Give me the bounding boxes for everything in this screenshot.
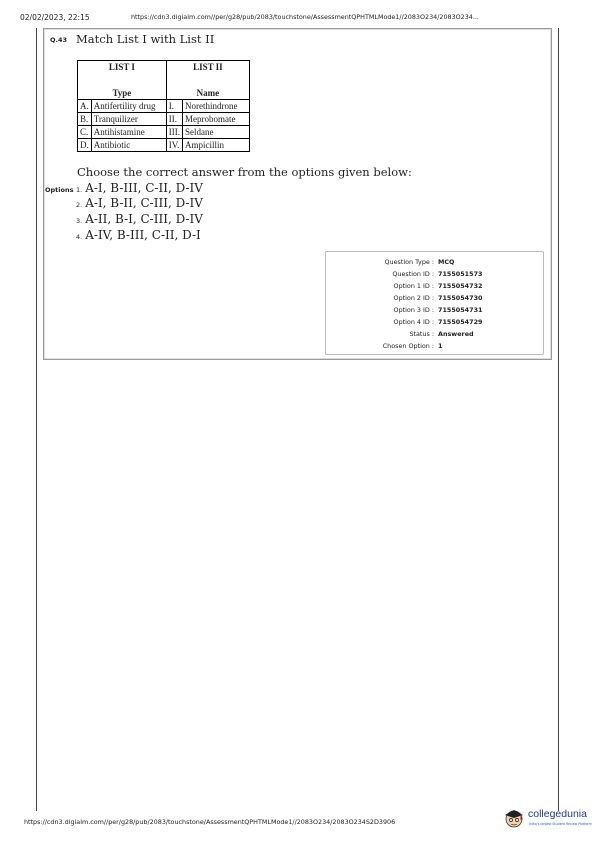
list1-item: Antibiotic xyxy=(91,139,166,152)
list2-item: Ampicillin xyxy=(183,139,250,152)
meta-value: Answered xyxy=(438,330,474,338)
list1-key: D. xyxy=(78,139,92,152)
list1-key: B. xyxy=(78,113,92,126)
col2-subheader: Name xyxy=(166,75,249,100)
collegedunia-logo xyxy=(502,806,592,830)
list2-item: Seldane xyxy=(183,126,250,139)
options-label: Options xyxy=(45,186,74,194)
logo-tagline: India's largest Student Review Platform xyxy=(529,822,592,826)
meta-row xyxy=(326,294,545,305)
list1-key: A. xyxy=(78,100,92,113)
meta-label: Question ID : xyxy=(392,270,434,278)
option-2 xyxy=(76,196,203,210)
table-row xyxy=(78,139,250,152)
option-number: 1. xyxy=(76,186,83,194)
meta-row xyxy=(326,282,545,293)
option-text: A-IV, B-III, C-II, D-I xyxy=(85,228,201,242)
meta-row xyxy=(326,270,545,281)
meta-row xyxy=(326,258,545,269)
meta-label: Chosen Option : xyxy=(382,342,434,350)
question-prompt: Choose the correct answer from the options given below: xyxy=(77,165,412,179)
option-1 xyxy=(76,181,203,195)
meta-label: Question Type : xyxy=(384,258,434,266)
meta-value: 7155054732 xyxy=(438,282,483,290)
question-text: Match List I with List II xyxy=(76,32,215,46)
option-number: 3. xyxy=(76,217,83,225)
logo-wordmark: collegedunia xyxy=(528,808,587,820)
print-footer-url: https://cdn3.digialm.com//per/g28/pub/2083/touchstone/AssessmentQPHTMLMode1//2083O234/2083O234S2D3906 xyxy=(24,818,396,826)
meta-label: Option 1 ID : xyxy=(393,282,434,290)
meta-label: Option 2 ID : xyxy=(393,294,434,302)
option-text: A-I, B-III, C-II, D-IV xyxy=(85,181,203,195)
question-meta-panel xyxy=(325,251,544,355)
list1-key: C. xyxy=(78,126,92,139)
meta-value: 7155054730 xyxy=(438,294,483,302)
meta-row xyxy=(326,306,545,317)
option-number: 4. xyxy=(76,233,83,241)
list2-key: III. xyxy=(166,126,182,139)
match-table xyxy=(77,60,250,152)
list1-item: Tranquilizer xyxy=(91,113,166,126)
list1-item: Antihistamine xyxy=(91,126,166,139)
meta-label: Option 3 ID : xyxy=(393,306,434,314)
table-row xyxy=(78,100,250,113)
option-text: A-I, B-II, C-III, D-IV xyxy=(85,196,203,210)
meta-value: MCQ xyxy=(438,258,455,266)
left-margin-rule xyxy=(36,28,37,811)
list2-key: IV. xyxy=(166,139,182,152)
list2-item: Meprobomate xyxy=(183,113,250,126)
option-number: 2. xyxy=(76,201,83,209)
meta-row xyxy=(326,318,545,329)
print-header-url: https://cdn3.digialm.com//per/g28/pub/2083/touchstone/AssessmentQPHTMLMode1//2083O234/2083O234... xyxy=(131,13,479,21)
mascot-icon xyxy=(502,806,526,830)
meta-value: 7155054731 xyxy=(438,306,483,314)
col1-subheader: Type xyxy=(78,75,167,100)
meta-label: Status : xyxy=(409,330,434,338)
list2-item: Norethindrone xyxy=(183,100,250,113)
print-datetime: 02/02/2023, 22:15 xyxy=(20,13,90,22)
list2-key: I. xyxy=(166,100,182,113)
table-row xyxy=(78,126,250,139)
right-margin-rule xyxy=(558,28,559,811)
list2-key: II. xyxy=(166,113,182,126)
table-row xyxy=(78,113,250,126)
list1-item: Antifertility drug xyxy=(91,100,166,113)
list2-header: LIST II xyxy=(166,61,249,76)
list1-header: LIST I xyxy=(78,61,167,76)
meta-row xyxy=(326,342,545,353)
meta-value: 1 xyxy=(438,342,443,350)
meta-value: 7155054729 xyxy=(438,318,483,326)
question-number: Q.43 xyxy=(50,36,68,44)
meta-value: 7155051573 xyxy=(438,270,483,278)
meta-row xyxy=(326,330,545,341)
option-4 xyxy=(76,228,201,242)
meta-label: Option 4 ID : xyxy=(393,318,434,326)
option-text: A-II, B-I, C-III, D-IV xyxy=(85,212,203,226)
option-3 xyxy=(76,212,203,226)
